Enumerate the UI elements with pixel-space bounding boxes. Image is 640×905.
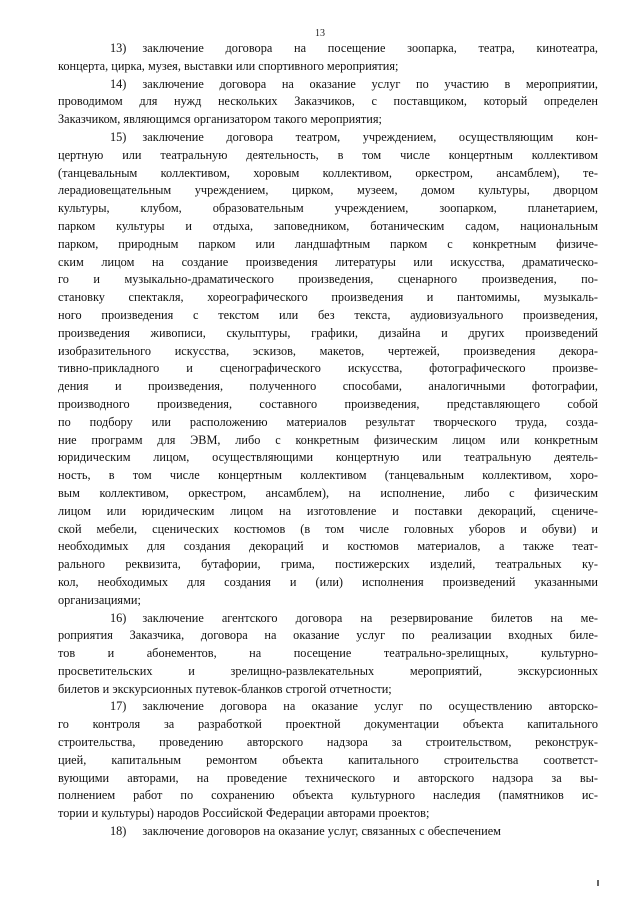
- paragraph-line: [58, 343, 598, 361]
- paragraph-line: [58, 254, 598, 272]
- paragraph-first-line: [110, 40, 598, 58]
- paragraph-line: [58, 663, 598, 681]
- paragraph-line: [58, 325, 598, 343]
- paragraph-line: [58, 200, 598, 218]
- list-item: [58, 40, 598, 76]
- paragraph-line: [58, 218, 598, 236]
- item-text: заключение договора театром, учреждением, осуществляющим кон-: [142, 129, 598, 144]
- paragraph-line: [58, 289, 598, 307]
- paragraph-line: [58, 449, 598, 467]
- paragraph-line: [58, 503, 598, 521]
- item-text: тории и культуры) народов Российской Федерации авторами проектов;: [58, 806, 430, 821]
- paragraph-line: [58, 592, 598, 610]
- paragraph-line: [58, 432, 598, 450]
- paragraph-line: [58, 734, 598, 752]
- paragraph-line: [58, 111, 598, 129]
- item-number: 15): [110, 129, 127, 144]
- list-item: [110, 823, 598, 841]
- item-number: 18): [110, 824, 127, 839]
- item-text: ской мебели, сценических костюмов (в том числе головных уборов и обуви) и: [58, 521, 598, 536]
- paragraph-line: [58, 574, 598, 592]
- item-text: ским лицом на создание произведения литературы или искусства, драматическо-: [58, 254, 598, 269]
- list-item: [58, 610, 598, 699]
- item-text: заключение договора на оказание услуг по осуществлению авторско-: [142, 699, 598, 714]
- item-text: цией, капитальным ремонтом объекта капитального строительства соответст-: [58, 752, 598, 767]
- paragraph-first-line: [110, 823, 598, 841]
- paragraph-line: [58, 467, 598, 485]
- paragraph-line: [58, 521, 598, 539]
- item-text: строительства, проведению авторского надзора за строительством, реконструк-: [58, 735, 598, 750]
- paragraph-line: [58, 414, 598, 432]
- item-text: тов и абонементов, на посещение театрально-зрелищных, культурно-: [58, 646, 598, 661]
- paragraph-line: [58, 485, 598, 503]
- item-text: ного произведения с текстом или без текста, аудиовизуального произведения,: [58, 307, 598, 322]
- item-text: лицом или юридическим лицом на изготовление и поставки декораций, сцениче-: [58, 503, 598, 518]
- paragraph-line: [58, 645, 598, 663]
- item-text: лерадиовещательным учреждением, цирком, музеем, домом культуры, дворцом: [58, 183, 598, 198]
- item-number: 16): [110, 610, 127, 625]
- item-text: культуры, клубом, образовательным учреждением, зоопарком, планетарием,: [58, 201, 598, 216]
- scan-artifact-mark: [597, 880, 599, 886]
- item-text: го контроля за разработкой проектной документации объекта капитального: [58, 717, 598, 732]
- paragraph-line: [58, 538, 598, 556]
- list-item: [58, 129, 598, 610]
- paragraph-line: [58, 378, 598, 396]
- paragraph-line: [58, 681, 598, 699]
- item-text: (танцевальным коллективом, хоровым коллективом, оркестром, ансамблем), те-: [58, 165, 598, 180]
- item-text: го и музыкально-драматического произведения, сценарного произведения, по-: [58, 272, 598, 287]
- item-text: просветительских и зрелищно-развлекательных мероприятий, экскурсионных: [58, 663, 598, 678]
- paragraph-line: [58, 787, 598, 805]
- paragraph-line: [58, 307, 598, 325]
- item-text: парком, природным парком или ландшафтным парком с конкретным физиче-: [58, 236, 598, 251]
- paragraph-line: [58, 182, 598, 200]
- item-text: рального реквизита, бутафории, грима, постижерских изделий, театральных ку-: [58, 557, 598, 572]
- item-text: ность, в том числе концертным коллективом (танцевальным коллективом, хоро-: [58, 468, 598, 483]
- paragraph-line: [58, 236, 598, 254]
- paragraph-first-line: [110, 698, 598, 716]
- item-text: вым коллективом, оркестром, ансамблем), на исполнение, либо с физическим: [58, 485, 598, 500]
- paragraph-line: [58, 805, 598, 823]
- paragraph-line: [58, 360, 598, 378]
- item-text: билетов и экскурсионных путевок-бланков строгой отчетности;: [58, 681, 392, 696]
- item-text: концерта, цирка, музея, выставки или спортивного мероприятия;: [58, 58, 399, 73]
- paragraph-line: [58, 58, 598, 76]
- item-text: ние программ для ЭВМ, либо с конкретным физическим лицом или конкретным: [58, 432, 598, 447]
- item-text: кол, необходимых для создания и (или) исполнения произведений указанными: [58, 574, 598, 589]
- item-text: тивно-прикладного и сценографического искусства, фотографического произве-: [58, 361, 598, 376]
- paragraph-first-line: [110, 76, 598, 94]
- item-text: изобразительного искусства, эскизов, макетов, чертежей, произведения декора-: [58, 343, 598, 358]
- paragraph-first-line: [110, 610, 598, 628]
- page-number: 13: [315, 28, 325, 39]
- item-text: необходимых для создания декораций и костюмов материалов, а также теат-: [58, 539, 598, 554]
- paragraph-line: [58, 752, 598, 770]
- item-text: заключение договоров на оказание услуг, связанных с обеспечением: [142, 824, 501, 839]
- item-text: цертную или театральную деятельность, в том числе концертным коллективом: [58, 147, 598, 162]
- item-text: вующими авторами, на проведение технического и авторского надзора за вы-: [58, 770, 598, 785]
- item-text: парком культуры и отдыха, заповедником, ботаническим садом, национальным: [58, 218, 598, 233]
- paragraph-line: [58, 396, 598, 414]
- paragraph-line: [58, 770, 598, 788]
- item-text: заключение договора на оказание услуг по участию в мероприятии,: [142, 76, 598, 91]
- list-item: [58, 698, 598, 823]
- item-text: юридическим лицом, осуществляющими концертную или театральную деятель-: [58, 450, 598, 465]
- item-text: по подбору или расположению материалов результат творческого труда, созда-: [58, 414, 598, 429]
- item-text: дения и произведения, полученного способами, аналогичными фотографии,: [58, 379, 598, 394]
- item-number: 14): [110, 76, 127, 91]
- list-item: [58, 76, 598, 129]
- item-number: 13): [110, 41, 127, 55]
- document-body: [58, 40, 598, 841]
- paragraph-first-line: [110, 129, 598, 147]
- paragraph-line: [58, 147, 598, 165]
- item-text: Заказчиком, являющимся организатором такого мероприятия;: [58, 112, 382, 127]
- item-text: произведения живописи, скульптуры, графики, дизайна и других произведений: [58, 325, 598, 340]
- item-text: заключение договора на посещение зоопарка, театра, кинотеатра,: [142, 41, 598, 55]
- item-text: полнением работ по сохранению объекта культурного наследия (памятников ис-: [58, 788, 598, 803]
- item-text: заключение агентского договора на резервирование билетов на ме-: [142, 610, 598, 625]
- item-text: роприятия Заказчика, договора на оказание услуг по реализации входных биле-: [58, 628, 598, 643]
- paragraph-line: [58, 271, 598, 289]
- paragraph-line: [58, 627, 598, 645]
- item-number: 17): [110, 699, 127, 714]
- paragraph-line: [58, 716, 598, 734]
- item-text: становку спектакля, хореографического произведения и пантомимы, музыкаль-: [58, 290, 598, 305]
- item-text: производного произведения, составного произведения, представляющего собой: [58, 396, 598, 411]
- paragraph-line: [58, 93, 598, 111]
- paragraph-line: [58, 165, 598, 183]
- item-text: организациями;: [58, 592, 141, 607]
- paragraph-line: [58, 556, 598, 574]
- item-text: проводимом для нужд нескольких Заказчиков, с поставщиком, который определен: [58, 94, 598, 109]
